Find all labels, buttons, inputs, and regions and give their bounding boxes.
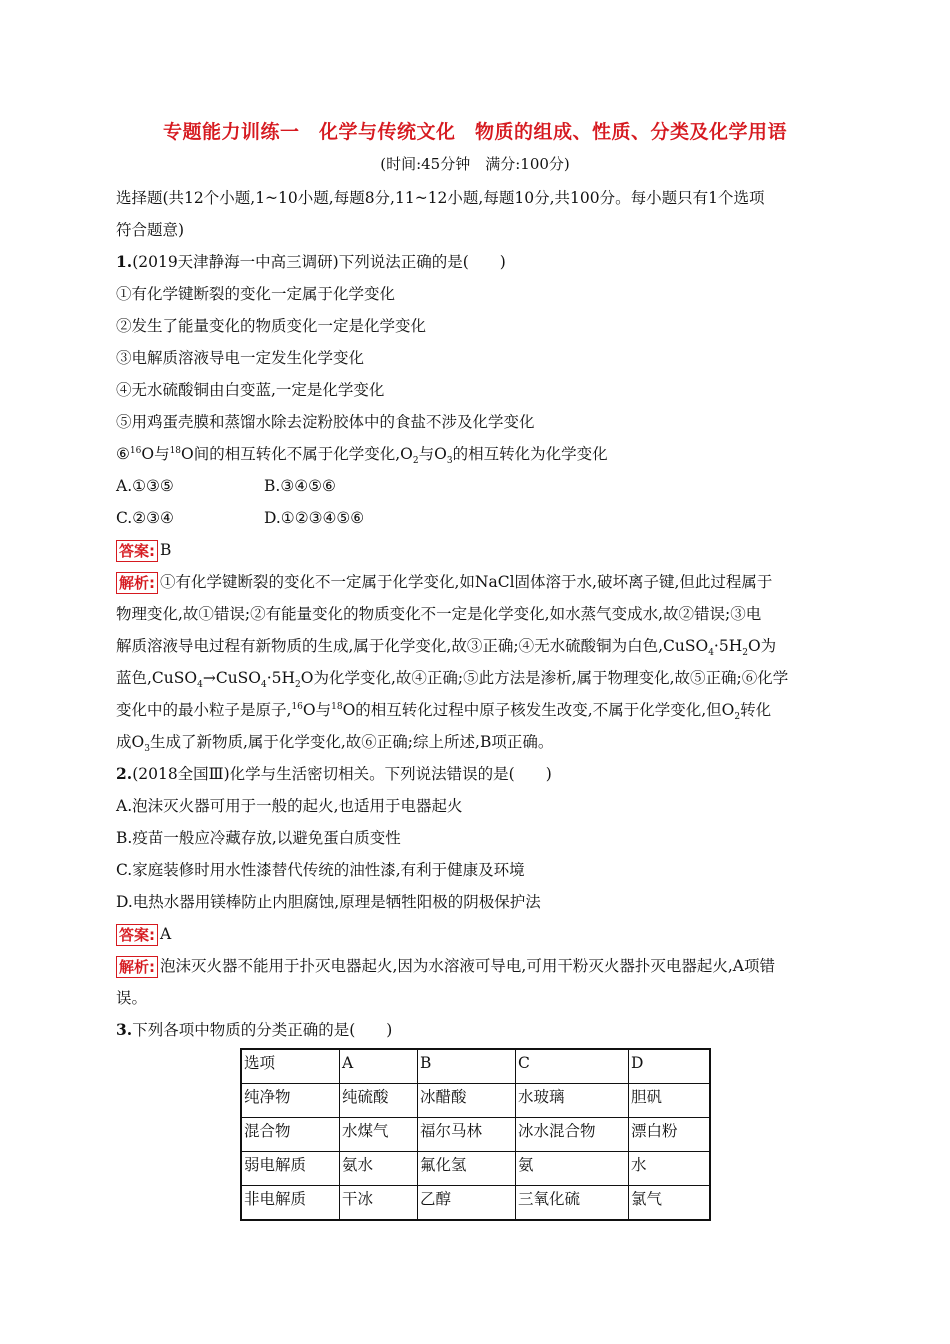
table-cell: B bbox=[418, 1049, 516, 1084]
page-title: 专题能力训练一 化学与传统文化 物质的组成、性质、分类及化学用语 bbox=[162, 121, 787, 143]
table-cell: D bbox=[629, 1049, 711, 1084]
statement-item: ②发生了能量变化的物质变化一定是化学变化 bbox=[116, 317, 427, 335]
table-cell: C bbox=[516, 1049, 629, 1084]
analysis-line: 解析: 泡沫灭火器不能用于扑灭电器起火,因为水溶液可导电,可用干粉灭火器扑灭电器起火,A项错 bbox=[116, 950, 836, 982]
document-content bbox=[116, 182, 836, 1046]
statement-item: ⑥$^{16}$O与$^{18}$O间的相互转化不属于化学变化$,O_2$与$O_3$的相互转化为化学变化 bbox=[116, 445, 608, 467]
table-cell: 弱电解质 bbox=[241, 1152, 340, 1186]
table-cell: 干冰 bbox=[340, 1186, 418, 1221]
table-cell: 氟化氢 bbox=[418, 1152, 516, 1186]
table-cell: 混合物 bbox=[241, 1118, 340, 1152]
analysis-tag: 解析: bbox=[116, 572, 158, 594]
table-row bbox=[241, 1186, 710, 1221]
analysis-line: 误。 bbox=[116, 989, 148, 1007]
table-cell: 福尔马林 bbox=[418, 1118, 516, 1152]
option-b: B.疫苗一般应冷藏存放,以避免蛋白质变性 bbox=[116, 829, 401, 847]
question-number: 1. bbox=[116, 252, 133, 271]
question-number: 2. bbox=[116, 764, 133, 783]
statement-item: ③电解质溶液导电一定发生化学变化 bbox=[116, 349, 365, 367]
question-2-stem: 2.(2018全国Ⅲ)化学与生活密切相关。下列说法错误的是( ) bbox=[116, 764, 552, 783]
table-row bbox=[241, 1118, 710, 1152]
option-c: C.家庭装修时用水性漆替代传统的油性漆,有利于健康及环境 bbox=[116, 861, 525, 879]
table-cell: 选项 bbox=[241, 1049, 340, 1084]
table-cell: 氨 bbox=[516, 1152, 629, 1186]
option-a: A.泡沫灭火器可用于一般的起火,也适用于电器起火 bbox=[116, 797, 463, 815]
table-row bbox=[241, 1152, 710, 1186]
table-cell: 水煤气 bbox=[340, 1118, 418, 1152]
table-cell: 氯气 bbox=[629, 1186, 711, 1221]
table-cell: 氨水 bbox=[340, 1152, 418, 1186]
question-1-stem: 1.(2019天津静海一中高三调研)下列说法正确的是( ) bbox=[116, 252, 506, 271]
option-c: C.②③④ bbox=[116, 509, 174, 527]
answer-line bbox=[116, 534, 836, 566]
table-cell: 冰水混合物 bbox=[516, 1118, 629, 1152]
table-cell: 水 bbox=[629, 1152, 711, 1186]
statement-item: ⑤用鸡蛋壳膜和蒸馏水除去淀粉胶体中的食盐不涉及化学变化 bbox=[116, 413, 535, 431]
table-cell: 胆矾 bbox=[629, 1084, 711, 1118]
option-b: B.③④⑤⑥ bbox=[264, 477, 336, 495]
answer-value: A bbox=[160, 925, 172, 943]
analysis-block: 解析: ①有化学键断裂的变化不一定属于化学变化,如NaCl固体溶于水,破坏离子键,但此过程属于 物理变化,故①错误;②有能量变化的物质变化不一定是化学变化,如水蒸气变成水,故②错误;③电 解质溶液导电过程有新物质的生成,属于化学变化,故③正确;④无水硫酸铜为白色$,CuSO_4\cdot 5H_2O$为 蓝色$,CuSO_4\to CuSO_4\cdot 5H_2O$为化学变化,故④正确;⑤此方法是渗析,属于物理变化,故⑤正确;⑥化学 变化中的最小粒子是原子,$^{16}$O与$^{18}$O的相互转化过程中原子核发生改变,不属于化学变化,但$O_2$转化 成$O_3$生成了新物质,属于化学变化,故⑥正确;综上所述,B项正确。 bbox=[116, 573, 789, 755]
intro-line: 符合题意) bbox=[116, 221, 185, 239]
table-cell: 三氧化硫 bbox=[516, 1186, 629, 1221]
page-subtitle: (时间:45分钟 满分:100分) bbox=[380, 155, 570, 173]
answer-tag: 答案: bbox=[116, 924, 158, 946]
statement-item: ①有化学键断裂的变化一定属于化学变化 bbox=[116, 285, 396, 303]
question-3-stem: 3.下列各项中物质的分类正确的是( ) bbox=[116, 1020, 393, 1039]
analysis-tag: 解析: bbox=[116, 956, 158, 978]
option-d: D.电热水器用镁棒防止内胆腐蚀,原理是牺牲阳极的阴极保护法 bbox=[116, 893, 541, 911]
intro-line: 选择题(共12个小题,1~10小题,每题8分,11~12小题,每题10分,共100分。每小题只有1个选项 bbox=[116, 189, 765, 207]
table-cell: 冰醋酸 bbox=[418, 1084, 516, 1118]
answer-tag: 答案: bbox=[116, 540, 158, 562]
statement-item: ④无水硫酸铜由白变蓝,一定是化学变化 bbox=[116, 381, 385, 399]
answer-value: B bbox=[160, 541, 172, 559]
table-row bbox=[241, 1084, 710, 1118]
table-cell: A bbox=[340, 1049, 418, 1084]
answer-line bbox=[116, 918, 836, 950]
table-cell: 漂白粉 bbox=[629, 1118, 711, 1152]
options-row bbox=[116, 502, 836, 534]
classification-table bbox=[240, 1048, 711, 1221]
table-cell: 纯净物 bbox=[241, 1084, 340, 1118]
table-cell: 乙醇 bbox=[418, 1186, 516, 1221]
option-d: D.①②③④⑤⑥ bbox=[264, 509, 365, 527]
options-row bbox=[116, 470, 836, 502]
table-row bbox=[241, 1049, 710, 1084]
option-a: A.①③⑤ bbox=[116, 477, 174, 495]
question-number: 3. bbox=[116, 1020, 133, 1039]
table-cell: 非电解质 bbox=[241, 1186, 340, 1221]
table-cell: 水玻璃 bbox=[516, 1084, 629, 1118]
table-cell: 纯硫酸 bbox=[340, 1084, 418, 1118]
